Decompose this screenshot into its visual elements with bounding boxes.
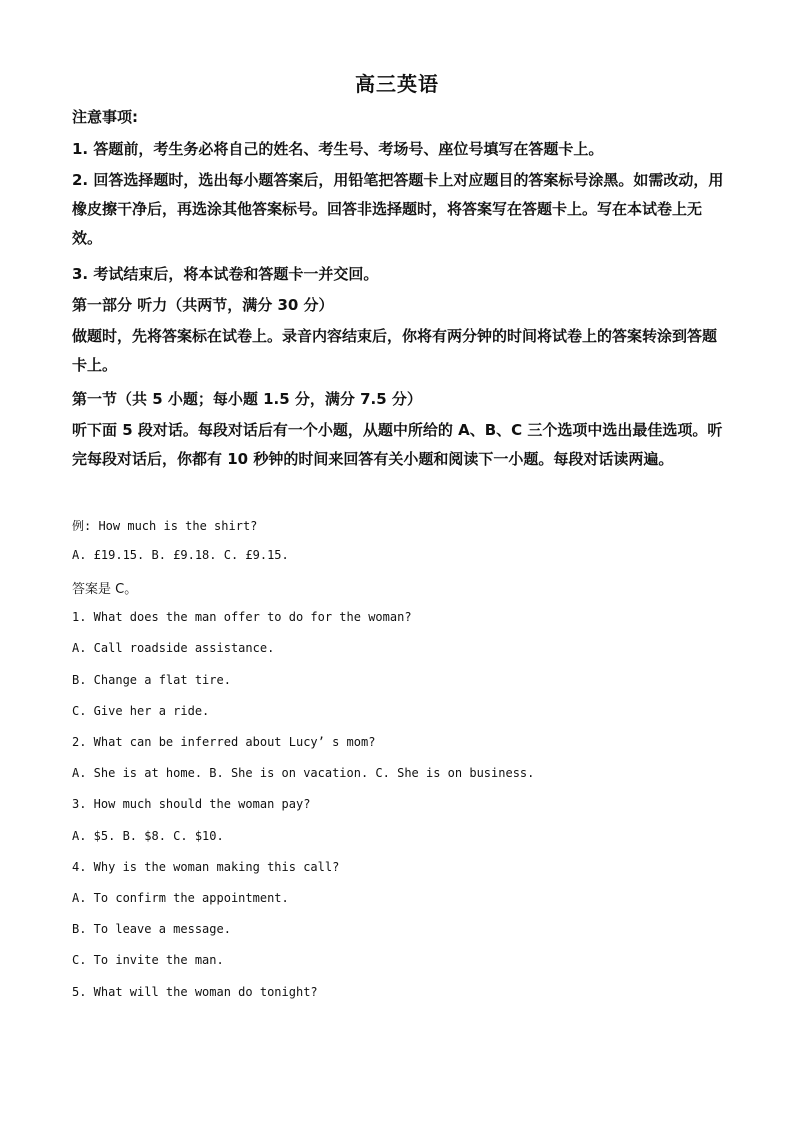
- question-4: 4. Why is the woman making this call?: [72, 860, 340, 874]
- question-4-option-b: B. To leave a message.: [72, 922, 231, 936]
- question-1-option-b: B. Change a flat tire.: [72, 673, 231, 687]
- section1-heading: 第一节（共 5 小题；每小题 1.5 分，满分 7.5 分）: [72, 390, 422, 408]
- question-1: 1. What does the man offer to do for the woman?: [72, 610, 412, 624]
- page-title: 高三英语: [355, 72, 439, 96]
- question-3: 3. How much should the woman pay?: [72, 797, 311, 811]
- notice-item-2: 2. 回答选择题时，选出每小题答案后，用铅笔把答题卡上对应题目的答案标号涂黑。如需改动，用橡皮擦干净后，再选涂其他答案标号。回答非选择题时，将答案写在答题卡上。写在本试卷上无效。: [72, 171, 724, 247]
- question-4-option-c: C. To invite the man.: [72, 953, 224, 967]
- question-1-option-c: C. Give her a ride.: [72, 704, 210, 718]
- question-5: 5. What will the woman do tonight?: [72, 985, 318, 999]
- notice-heading: 注意事项:: [72, 108, 138, 126]
- question-2: 2. What can be inferred about Lucy’ s mom?: [72, 735, 376, 749]
- question-1-option-a: A. Call roadside assistance.: [72, 641, 275, 655]
- question-3-options: A. $5. B. $8. C. $10.: [72, 829, 224, 843]
- example-answer: 答案是 C。: [72, 582, 138, 597]
- notice-item-1: 1. 答题前，考生务必将自己的姓名、考生号、考场号、座位号填写在答题卡上。: [72, 140, 604, 158]
- notice-item-3: 3. 考试结束后，将本试卷和答题卡一并交回。: [72, 265, 379, 283]
- example-question: 例: How much is the shirt?: [72, 519, 258, 533]
- example-options: A. £19.15. B. £9.18. C. £9.15.: [72, 548, 289, 562]
- section1-instruction: 听下面 5 段对话。每段对话后有一个小题，从题中所给的 A、B、C 三个选项中选出最佳选项。听完每段对话后，你都有 10 秒钟的时间来回答有关小题和阅读下一小题。每段对话读两遍。: [72, 421, 723, 468]
- part1-heading: 第一部分 听力（共两节，满分 30 分）: [72, 296, 334, 314]
- question-4-option-a: A. To confirm the appointment.: [72, 891, 289, 905]
- question-2-options: A. She is at home. B. She is on vacation. C. She is on business.: [72, 766, 535, 780]
- part1-instruction: 做题时，先将答案标在试卷上。录音内容结束后，你将有两分钟的时间将试卷上的答案转涂到答题卡上。: [72, 327, 718, 374]
